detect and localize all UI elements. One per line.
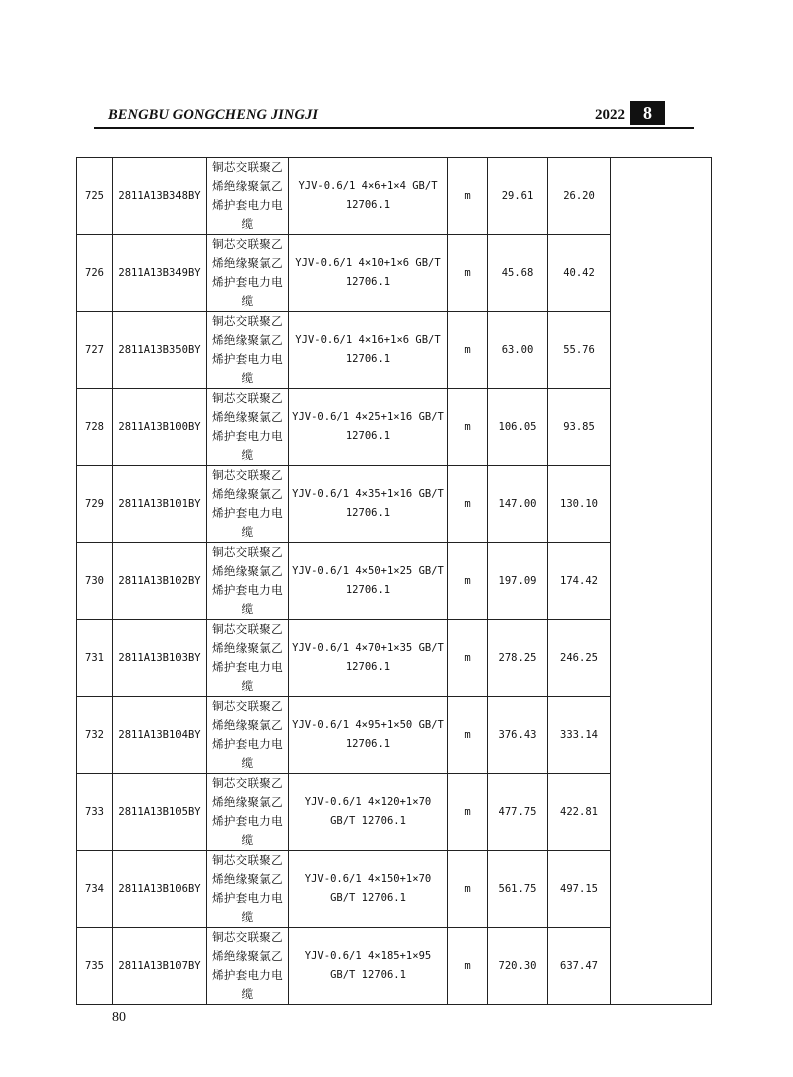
price-incl-tax-cell: 106.05	[488, 389, 548, 466]
issue-year: 2022	[595, 107, 625, 123]
item-spec-cell: YJV-0.6/1 4×120+1×70 GB/T 12706.1	[289, 774, 448, 851]
item-code-cell: 2811A13B348BY	[113, 158, 207, 235]
item-spec-cell: YJV-0.6/1 4×35+1×16 GB/T 12706.1	[289, 466, 448, 543]
item-name-cell: 铜芯交联聚乙烯绝缘聚氯乙烯护套电力电缆	[207, 620, 289, 697]
row-number-cell: 735	[77, 928, 113, 1005]
item-name-cell: 铜芯交联聚乙烯绝缘聚氯乙烯护套电力电缆	[207, 774, 289, 851]
unit-cell: m	[448, 774, 488, 851]
table-body	[77, 158, 712, 1005]
price-incl-tax-cell: 197.09	[488, 543, 548, 620]
journal-title: BENGBU GONGCHENG JINGJI	[108, 107, 319, 123]
item-spec-cell: YJV-0.6/1 4×25+1×16 GB/T 12706.1	[289, 389, 448, 466]
issue-number-badge: 8	[630, 101, 665, 125]
unit-cell: m	[448, 851, 488, 928]
item-name-cell: 铜芯交联聚乙烯绝缘聚氯乙烯护套电力电缆	[207, 543, 289, 620]
unit-cell: m	[448, 697, 488, 774]
price-excl-tax-cell: 93.85	[548, 389, 611, 466]
item-name-cell: 铜芯交联聚乙烯绝缘聚氯乙烯护套电力电缆	[207, 466, 289, 543]
item-code-cell: 2811A13B102BY	[113, 543, 207, 620]
item-spec-cell: YJV-0.6/1 4×6+1×4 GB/T 12706.1	[289, 158, 448, 235]
price-incl-tax-cell: 147.00	[488, 466, 548, 543]
row-number-cell: 731	[77, 620, 113, 697]
unit-cell: m	[448, 389, 488, 466]
price-excl-tax-cell: 246.25	[548, 620, 611, 697]
price-incl-tax-cell: 477.75	[488, 774, 548, 851]
item-name-cell: 铜芯交联聚乙烯绝缘聚氯乙烯护套电力电缆	[207, 389, 289, 466]
row-number-cell: 725	[77, 158, 113, 235]
price-excl-tax-cell: 26.20	[548, 158, 611, 235]
item-code-cell: 2811A13B103BY	[113, 620, 207, 697]
item-name-cell: 铜芯交联聚乙烯绝缘聚氯乙烯护套电力电缆	[207, 697, 289, 774]
row-number-cell: 732	[77, 697, 113, 774]
item-code-cell: 2811A13B107BY	[113, 928, 207, 1005]
item-code-cell: 2811A13B350BY	[113, 312, 207, 389]
item-spec-cell: YJV-0.6/1 4×10+1×6 GB/T 12706.1	[289, 235, 448, 312]
price-excl-tax-cell: 40.42	[548, 235, 611, 312]
price-incl-tax-cell: 63.00	[488, 312, 548, 389]
price-table	[76, 157, 712, 1005]
row-number-cell: 733	[77, 774, 113, 851]
item-code-cell: 2811A13B101BY	[113, 466, 207, 543]
row-number-cell: 728	[77, 389, 113, 466]
header-rule	[94, 127, 694, 129]
item-spec-cell: YJV-0.6/1 4×185+1×95 GB/T 12706.1	[289, 928, 448, 1005]
unit-cell: m	[448, 158, 488, 235]
price-incl-tax-cell: 720.30	[488, 928, 548, 1005]
row-number-cell: 726	[77, 235, 113, 312]
item-code-cell: 2811A13B349BY	[113, 235, 207, 312]
unit-cell: m	[448, 235, 488, 312]
page-number: 80	[112, 1010, 126, 1025]
item-name-cell: 铜芯交联聚乙烯绝缘聚氯乙烯护套电力电缆	[207, 851, 289, 928]
price-excl-tax-cell: 174.42	[548, 543, 611, 620]
remarks-cell	[611, 158, 712, 1005]
price-excl-tax-cell: 130.10	[548, 466, 611, 543]
item-spec-cell: YJV-0.6/1 4×16+1×6 GB/T 12706.1	[289, 312, 448, 389]
price-incl-tax-cell: 561.75	[488, 851, 548, 928]
unit-cell: m	[448, 928, 488, 1005]
item-spec-cell: YJV-0.6/1 4×95+1×50 GB/T 12706.1	[289, 697, 448, 774]
unit-cell: m	[448, 466, 488, 543]
price-incl-tax-cell: 376.43	[488, 697, 548, 774]
price-incl-tax-cell: 278.25	[488, 620, 548, 697]
price-excl-tax-cell: 422.81	[548, 774, 611, 851]
unit-cell: m	[448, 543, 488, 620]
row-number-cell: 730	[77, 543, 113, 620]
price-excl-tax-cell: 497.15	[548, 851, 611, 928]
price-incl-tax-cell: 29.61	[488, 158, 548, 235]
table-row	[77, 158, 712, 235]
price-excl-tax-cell: 55.76	[548, 312, 611, 389]
item-spec-cell: YJV-0.6/1 4×150+1×70 GB/T 12706.1	[289, 851, 448, 928]
unit-cell: m	[448, 620, 488, 697]
item-name-cell: 铜芯交联聚乙烯绝缘聚氯乙烯护套电力电缆	[207, 235, 289, 312]
item-code-cell: 2811A13B100BY	[113, 389, 207, 466]
row-number-cell: 729	[77, 466, 113, 543]
item-name-cell: 铜芯交联聚乙烯绝缘聚氯乙烯护套电力电缆	[207, 312, 289, 389]
unit-cell: m	[448, 312, 488, 389]
item-name-cell: 铜芯交联聚乙烯绝缘聚氯乙烯护套电力电缆	[207, 928, 289, 1005]
item-code-cell: 2811A13B106BY	[113, 851, 207, 928]
item-code-cell: 2811A13B104BY	[113, 697, 207, 774]
price-excl-tax-cell: 637.47	[548, 928, 611, 1005]
item-code-cell: 2811A13B105BY	[113, 774, 207, 851]
item-name-cell: 铜芯交联聚乙烯绝缘聚氯乙烯护套电力电缆	[207, 158, 289, 235]
item-spec-cell: YJV-0.6/1 4×50+1×25 GB/T 12706.1	[289, 543, 448, 620]
row-number-cell: 727	[77, 312, 113, 389]
row-number-cell: 734	[77, 851, 113, 928]
item-spec-cell: YJV-0.6/1 4×70+1×35 GB/T 12706.1	[289, 620, 448, 697]
price-excl-tax-cell: 333.14	[548, 697, 611, 774]
price-incl-tax-cell: 45.68	[488, 235, 548, 312]
